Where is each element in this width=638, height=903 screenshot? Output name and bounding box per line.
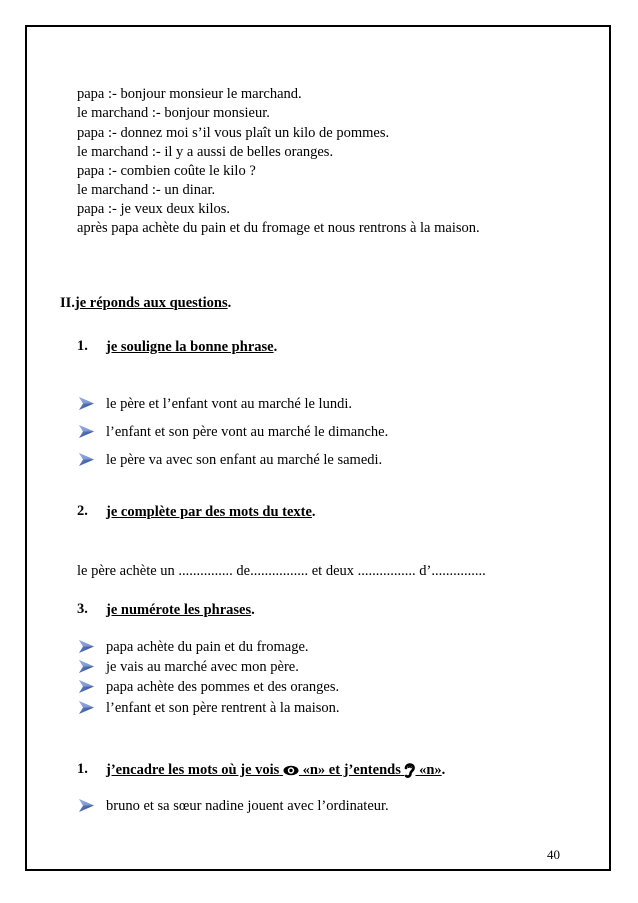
q2-heading bbox=[106, 503, 316, 521]
q1-option: l’enfant et son père vont au marché le dimanche. bbox=[106, 424, 389, 440]
q4-text-a: j’encadre les mots où je vois bbox=[106, 762, 280, 778]
section-roman-numeral: II. bbox=[60, 295, 75, 311]
arrow-bullet-icon bbox=[79, 680, 94, 693]
q4-sentence: bruno et sa sœur nadine jouent avec l’ordinateur. bbox=[106, 798, 389, 814]
dialogue-line: le marchand :- un dinar. bbox=[77, 182, 216, 198]
arrow-bullet-icon bbox=[79, 660, 94, 673]
q4-number: 1. bbox=[77, 761, 88, 777]
q1-option: le père et l’enfant vont au marché le lundi. bbox=[106, 396, 352, 412]
q3-number: 3. bbox=[77, 601, 88, 617]
eye-icon bbox=[283, 765, 299, 776]
arrow-bullet-icon bbox=[79, 799, 94, 812]
arrow-bullet-icon bbox=[79, 453, 94, 466]
arrow-bullet-icon bbox=[79, 397, 94, 410]
arrow-bullet-icon bbox=[79, 701, 94, 714]
q3-item: papa achète du pain et du fromage. bbox=[106, 639, 309, 655]
dialogue-line: papa :- combien coûte le kilo ? bbox=[77, 163, 256, 179]
dialogue-line: papa :- donnez moi s’il vous plaît un kilo de pommes. bbox=[77, 125, 390, 141]
page-number: 40 bbox=[547, 847, 560, 862]
q4-text-c: «n» bbox=[419, 762, 442, 778]
dialogue-line: le marchand :- bonjour monsieur. bbox=[77, 105, 270, 121]
q3-item: l’enfant et son père rentrent à la maison. bbox=[106, 700, 340, 716]
q4-heading bbox=[106, 761, 445, 779]
q1-title: je souligne la bonne phrase bbox=[106, 339, 274, 355]
dialogue-line: après papa achète du pain et du fromage et nous rentrons à la maison. bbox=[77, 220, 480, 236]
q3-punct: . bbox=[251, 602, 255, 618]
q3-item: je vais au marché avec mon père. bbox=[106, 659, 299, 675]
ear-icon bbox=[404, 763, 415, 778]
q3-heading bbox=[106, 601, 255, 619]
q1-punct: . bbox=[273, 339, 278, 355]
q2-number: 2. bbox=[77, 503, 88, 519]
q3-title: je numérote les phrases bbox=[106, 602, 252, 618]
q2-title: je complète par des mots du texte bbox=[106, 504, 312, 520]
q1-option: le père va avec son enfant au marché le samedi. bbox=[106, 452, 383, 468]
q4-punct: . bbox=[441, 762, 446, 778]
dialogue-line: le marchand :- il y a aussi de belles oranges. bbox=[77, 144, 334, 160]
q4-text-b: «n» et j’entends bbox=[302, 762, 401, 778]
section-title-punct: . bbox=[227, 295, 232, 311]
dialogue-line: papa :- je veux deux kilos. bbox=[77, 201, 231, 217]
arrow-bullet-icon bbox=[79, 425, 94, 438]
q2-fill-sentence: le père achète un ............... de................ et deux ................ d’............... bbox=[77, 563, 486, 579]
q1-heading bbox=[106, 338, 277, 356]
q3-item: papa achète des pommes et des oranges. bbox=[106, 679, 340, 695]
dialogue-line: papa :- bonjour monsieur le marchand. bbox=[77, 86, 302, 102]
section-heading bbox=[60, 294, 231, 312]
section-title: je réponds aux questions bbox=[74, 295, 228, 311]
q2-punct: . bbox=[311, 504, 316, 520]
q1-number: 1. bbox=[77, 338, 88, 354]
arrow-bullet-icon bbox=[79, 640, 94, 653]
